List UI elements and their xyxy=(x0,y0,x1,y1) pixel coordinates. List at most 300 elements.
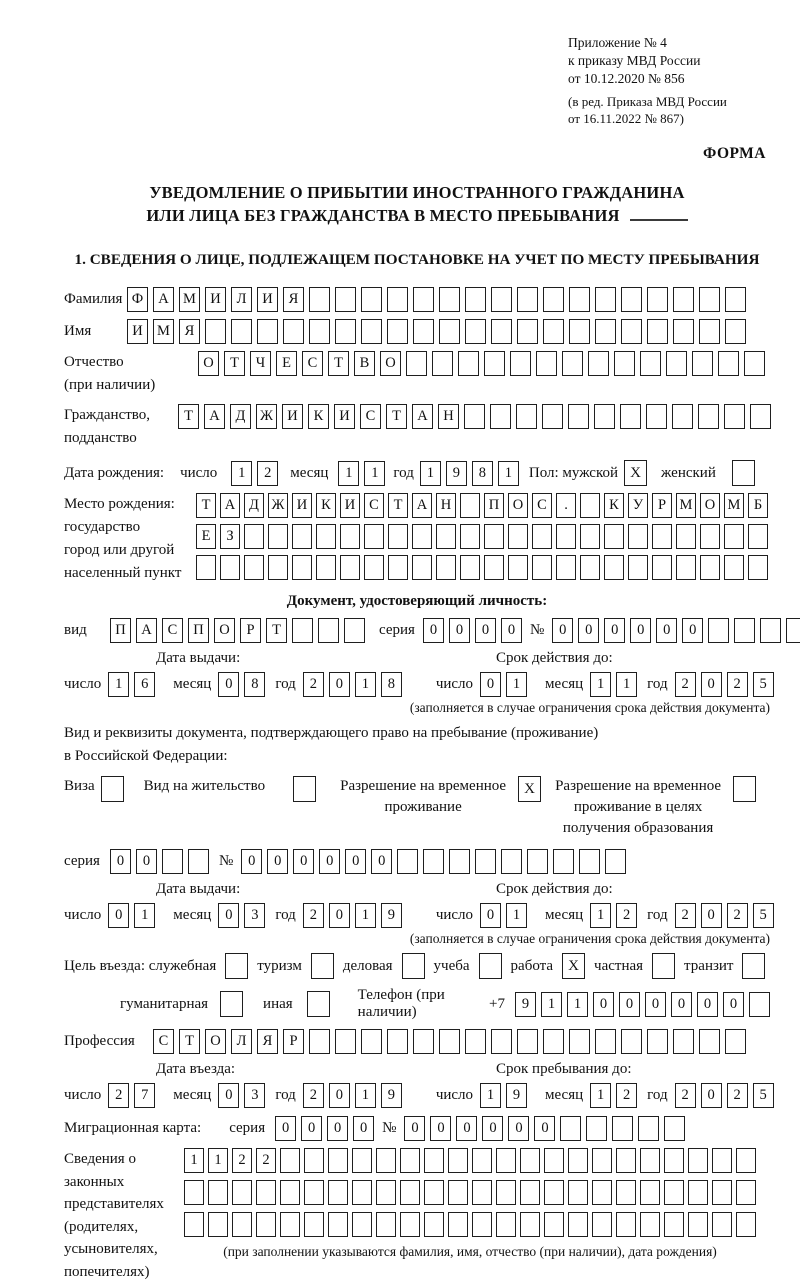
char-box[interactable]: С xyxy=(153,1029,174,1054)
char-box[interactable] xyxy=(424,1212,444,1237)
char-box[interactable]: И xyxy=(127,319,148,344)
char-box[interactable] xyxy=(376,1212,396,1237)
char-box[interactable]: 2 xyxy=(303,672,324,697)
char-box[interactable] xyxy=(736,1180,756,1205)
char-box[interactable]: У xyxy=(628,493,648,518)
char-box[interactable] xyxy=(672,404,693,429)
char-box[interactable]: О xyxy=(198,351,219,376)
char-box[interactable]: 5 xyxy=(753,1083,774,1108)
char-box[interactable]: 0 xyxy=(329,903,350,928)
char-box[interactable]: 0 xyxy=(723,992,744,1017)
char-box[interactable]: 0 xyxy=(241,849,262,874)
char-box[interactable] xyxy=(640,1148,660,1173)
char-box[interactable]: 0 xyxy=(456,1116,477,1141)
char-box[interactable] xyxy=(484,524,504,549)
char-box[interactable]: 0 xyxy=(682,618,703,643)
char-box[interactable] xyxy=(569,1029,590,1054)
char-box[interactable] xyxy=(517,319,538,344)
char-box[interactable]: 0 xyxy=(267,849,288,874)
char-box[interactable] xyxy=(652,524,672,549)
char-box[interactable]: М xyxy=(179,287,200,312)
char-box[interactable] xyxy=(244,524,264,549)
char-box[interactable]: 0 xyxy=(508,1116,529,1141)
female-checkbox[interactable] xyxy=(732,460,755,486)
char-box[interactable] xyxy=(304,1212,324,1237)
char-box[interactable]: О xyxy=(700,493,720,518)
char-box[interactable]: Д xyxy=(230,404,251,429)
char-box[interactable] xyxy=(439,287,460,312)
char-box[interactable]: 0 xyxy=(329,1083,350,1108)
char-box[interactable] xyxy=(508,555,528,580)
char-box[interactable] xyxy=(387,1029,408,1054)
char-box[interactable] xyxy=(749,992,770,1017)
char-box[interactable] xyxy=(562,351,583,376)
char-box[interactable] xyxy=(184,1212,204,1237)
char-box[interactable] xyxy=(712,1148,732,1173)
char-box[interactable]: 9 xyxy=(381,903,402,928)
char-box[interactable]: П xyxy=(110,618,131,643)
char-box[interactable]: . xyxy=(556,493,576,518)
char-box[interactable] xyxy=(344,618,365,643)
char-box[interactable] xyxy=(621,1029,642,1054)
char-box[interactable]: С xyxy=(364,493,384,518)
char-box[interactable] xyxy=(268,524,288,549)
char-box[interactable]: 0 xyxy=(593,992,614,1017)
char-box[interactable]: 0 xyxy=(552,618,573,643)
char-box[interactable] xyxy=(328,1212,348,1237)
char-box[interactable]: 0 xyxy=(701,1083,722,1108)
char-box[interactable] xyxy=(628,555,648,580)
char-box[interactable] xyxy=(616,1180,636,1205)
char-box[interactable] xyxy=(673,1029,694,1054)
char-box[interactable]: 1 xyxy=(498,461,519,486)
char-box[interactable] xyxy=(208,1212,228,1237)
char-box[interactable] xyxy=(188,849,209,874)
char-box[interactable] xyxy=(361,1029,382,1054)
char-box[interactable] xyxy=(520,1180,540,1205)
char-box[interactable]: Я xyxy=(283,287,304,312)
char-box[interactable] xyxy=(268,555,288,580)
char-box[interactable] xyxy=(257,319,278,344)
char-box[interactable] xyxy=(517,1029,538,1054)
char-box[interactable] xyxy=(595,287,616,312)
char-box[interactable]: М xyxy=(724,493,744,518)
char-box[interactable] xyxy=(748,524,768,549)
char-box[interactable]: Н xyxy=(436,493,456,518)
char-box[interactable] xyxy=(664,1212,684,1237)
char-box[interactable] xyxy=(580,493,600,518)
purpose-business-checkbox[interactable] xyxy=(402,953,425,979)
char-box[interactable] xyxy=(352,1180,372,1205)
char-box[interactable]: 0 xyxy=(697,992,718,1017)
char-box[interactable]: П xyxy=(188,618,209,643)
char-box[interactable] xyxy=(510,351,531,376)
char-box[interactable] xyxy=(616,1212,636,1237)
char-box[interactable]: 1 xyxy=(506,672,527,697)
char-box[interactable]: 8 xyxy=(244,672,265,697)
char-box[interactable]: А xyxy=(153,287,174,312)
char-box[interactable] xyxy=(292,618,313,643)
char-box[interactable] xyxy=(352,1148,372,1173)
char-box[interactable] xyxy=(490,404,511,429)
char-box[interactable] xyxy=(556,555,576,580)
char-box[interactable] xyxy=(580,524,600,549)
char-box[interactable] xyxy=(568,1180,588,1205)
char-box[interactable] xyxy=(309,287,330,312)
char-box[interactable]: 0 xyxy=(218,903,239,928)
temp-residence-checkbox[interactable]: X xyxy=(518,776,541,802)
char-box[interactable] xyxy=(736,1148,756,1173)
char-box[interactable] xyxy=(432,351,453,376)
char-box[interactable] xyxy=(280,1212,300,1237)
purpose-transit-checkbox[interactable] xyxy=(742,953,765,979)
char-box[interactable] xyxy=(594,404,615,429)
char-box[interactable] xyxy=(316,555,336,580)
temp-residence-education-checkbox[interactable] xyxy=(733,776,756,802)
char-box[interactable] xyxy=(673,287,694,312)
char-box[interactable]: 0 xyxy=(534,1116,555,1141)
char-box[interactable] xyxy=(400,1212,420,1237)
char-box[interactable]: И xyxy=(257,287,278,312)
char-box[interactable] xyxy=(664,1148,684,1173)
char-box[interactable]: 0 xyxy=(501,618,522,643)
char-box[interactable] xyxy=(465,1029,486,1054)
char-box[interactable] xyxy=(628,524,648,549)
char-box[interactable]: 5 xyxy=(753,672,774,697)
char-box[interactable] xyxy=(592,1148,612,1173)
char-box[interactable]: Е xyxy=(196,524,216,549)
char-box[interactable]: Б xyxy=(748,493,768,518)
purpose-official-checkbox[interactable] xyxy=(225,953,248,979)
char-box[interactable] xyxy=(424,1148,444,1173)
char-box[interactable] xyxy=(361,319,382,344)
char-box[interactable] xyxy=(688,1212,708,1237)
char-box[interactable] xyxy=(544,1180,564,1205)
char-box[interactable]: 0 xyxy=(482,1116,503,1141)
char-box[interactable]: С xyxy=(360,404,381,429)
char-box[interactable] xyxy=(553,849,574,874)
char-box[interactable] xyxy=(664,1116,685,1141)
char-box[interactable] xyxy=(335,287,356,312)
char-box[interactable] xyxy=(699,319,720,344)
char-box[interactable] xyxy=(400,1148,420,1173)
char-box[interactable]: А xyxy=(412,404,433,429)
char-box[interactable] xyxy=(280,1148,300,1173)
char-box[interactable] xyxy=(676,524,696,549)
char-box[interactable]: 1 xyxy=(231,461,252,486)
char-box[interactable]: 1 xyxy=(506,903,527,928)
char-box[interactable]: 0 xyxy=(327,1116,348,1141)
purpose-private-checkbox[interactable] xyxy=(652,953,675,979)
char-box[interactable] xyxy=(614,351,635,376)
char-box[interactable] xyxy=(208,1180,228,1205)
char-box[interactable] xyxy=(673,319,694,344)
char-box[interactable]: 1 xyxy=(184,1148,204,1173)
char-box[interactable]: 0 xyxy=(293,849,314,874)
char-box[interactable] xyxy=(708,618,729,643)
char-box[interactable] xyxy=(579,849,600,874)
char-box[interactable]: 9 xyxy=(515,992,536,1017)
char-box[interactable]: Ж xyxy=(256,404,277,429)
char-box[interactable] xyxy=(309,319,330,344)
char-box[interactable] xyxy=(616,1148,636,1173)
char-box[interactable] xyxy=(586,1116,607,1141)
char-box[interactable] xyxy=(612,1116,633,1141)
char-box[interactable] xyxy=(536,351,557,376)
char-box[interactable]: 3 xyxy=(244,903,265,928)
char-box[interactable] xyxy=(760,618,781,643)
char-box[interactable]: А xyxy=(136,618,157,643)
char-box[interactable] xyxy=(464,404,485,429)
char-box[interactable] xyxy=(638,1116,659,1141)
char-box[interactable]: Р xyxy=(240,618,261,643)
char-box[interactable] xyxy=(700,555,720,580)
char-box[interactable]: 1 xyxy=(420,461,441,486)
char-box[interactable]: Т xyxy=(178,404,199,429)
char-box[interactable]: Ф xyxy=(127,287,148,312)
purpose-humanitarian-checkbox[interactable] xyxy=(220,991,243,1017)
char-box[interactable]: Е xyxy=(276,351,297,376)
char-box[interactable]: П xyxy=(484,493,504,518)
char-box[interactable] xyxy=(640,1212,660,1237)
char-box[interactable]: О xyxy=(508,493,528,518)
char-box[interactable]: 1 xyxy=(590,1083,611,1108)
char-box[interactable] xyxy=(472,1212,492,1237)
char-box[interactable] xyxy=(725,287,746,312)
char-box[interactable] xyxy=(436,524,456,549)
char-box[interactable]: 0 xyxy=(319,849,340,874)
char-box[interactable] xyxy=(424,1180,444,1205)
char-box[interactable] xyxy=(318,618,339,643)
char-box[interactable]: К xyxy=(604,493,624,518)
char-box[interactable]: 2 xyxy=(727,672,748,697)
char-box[interactable]: 2 xyxy=(257,461,278,486)
char-box[interactable] xyxy=(340,524,360,549)
visa-checkbox[interactable] xyxy=(101,776,124,802)
char-box[interactable] xyxy=(335,1029,356,1054)
char-box[interactable] xyxy=(232,1212,252,1237)
char-box[interactable] xyxy=(256,1180,276,1205)
char-box[interactable]: 8 xyxy=(381,672,402,697)
char-box[interactable]: 0 xyxy=(475,618,496,643)
char-box[interactable]: 1 xyxy=(134,903,155,928)
char-box[interactable]: 0 xyxy=(619,992,640,1017)
purpose-tourism-checkbox[interactable] xyxy=(311,953,334,979)
char-box[interactable]: 6 xyxy=(134,672,155,697)
char-box[interactable]: 0 xyxy=(345,849,366,874)
char-box[interactable]: 0 xyxy=(136,849,157,874)
char-box[interactable] xyxy=(304,1180,324,1205)
char-box[interactable] xyxy=(328,1180,348,1205)
char-box[interactable] xyxy=(688,1180,708,1205)
char-box[interactable] xyxy=(220,555,240,580)
char-box[interactable]: Р xyxy=(283,1029,304,1054)
char-box[interactable] xyxy=(724,524,744,549)
char-box[interactable]: И xyxy=(292,493,312,518)
char-box[interactable]: Т xyxy=(224,351,245,376)
char-box[interactable]: 0 xyxy=(656,618,677,643)
char-box[interactable] xyxy=(484,351,505,376)
char-box[interactable] xyxy=(465,287,486,312)
char-box[interactable] xyxy=(283,319,304,344)
char-box[interactable] xyxy=(387,287,408,312)
char-box[interactable]: 5 xyxy=(753,903,774,928)
char-box[interactable]: 2 xyxy=(256,1148,276,1173)
char-box[interactable]: 9 xyxy=(381,1083,402,1108)
char-box[interactable]: 2 xyxy=(675,1083,696,1108)
char-box[interactable] xyxy=(699,287,720,312)
char-box[interactable]: 0 xyxy=(480,672,501,697)
char-box[interactable] xyxy=(568,1212,588,1237)
char-box[interactable]: С xyxy=(302,351,323,376)
char-box[interactable] xyxy=(592,1180,612,1205)
char-box[interactable] xyxy=(712,1180,732,1205)
char-box[interactable] xyxy=(184,1180,204,1205)
char-box[interactable] xyxy=(652,555,672,580)
char-box[interactable]: 2 xyxy=(675,903,696,928)
char-box[interactable] xyxy=(244,555,264,580)
char-box[interactable]: Н xyxy=(438,404,459,429)
char-box[interactable] xyxy=(688,1148,708,1173)
char-box[interactable]: 2 xyxy=(616,903,637,928)
char-box[interactable]: 1 xyxy=(590,672,611,697)
char-box[interactable] xyxy=(460,493,480,518)
char-box[interactable] xyxy=(484,555,504,580)
char-box[interactable] xyxy=(532,555,552,580)
char-box[interactable]: 0 xyxy=(404,1116,425,1141)
char-box[interactable]: 0 xyxy=(275,1116,296,1141)
char-box[interactable] xyxy=(352,1212,372,1237)
char-box[interactable] xyxy=(724,555,744,580)
char-box[interactable] xyxy=(621,287,642,312)
char-box[interactable] xyxy=(460,555,480,580)
char-box[interactable] xyxy=(543,319,564,344)
char-box[interactable]: Л xyxy=(231,1029,252,1054)
char-box[interactable] xyxy=(496,1148,516,1173)
char-box[interactable] xyxy=(734,618,755,643)
char-box[interactable]: 0 xyxy=(480,903,501,928)
char-box[interactable]: 2 xyxy=(303,903,324,928)
char-box[interactable] xyxy=(560,1116,581,1141)
char-box[interactable]: 2 xyxy=(727,903,748,928)
char-box[interactable] xyxy=(412,555,432,580)
char-box[interactable] xyxy=(640,351,661,376)
char-box[interactable] xyxy=(666,351,687,376)
char-box[interactable] xyxy=(520,1212,540,1237)
char-box[interactable]: Т xyxy=(196,493,216,518)
char-box[interactable]: Ч xyxy=(250,351,271,376)
char-box[interactable] xyxy=(532,524,552,549)
char-box[interactable] xyxy=(621,319,642,344)
char-box[interactable]: Я xyxy=(257,1029,278,1054)
char-box[interactable] xyxy=(508,524,528,549)
char-box[interactable] xyxy=(748,555,768,580)
char-box[interactable]: 2 xyxy=(108,1083,129,1108)
char-box[interactable]: 0 xyxy=(671,992,692,1017)
char-box[interactable] xyxy=(475,849,496,874)
residence-permit-checkbox[interactable] xyxy=(293,776,316,802)
char-box[interactable] xyxy=(364,524,384,549)
char-box[interactable] xyxy=(436,555,456,580)
char-box[interactable] xyxy=(605,849,626,874)
char-box[interactable] xyxy=(231,319,252,344)
char-box[interactable]: Л xyxy=(231,287,252,312)
char-box[interactable] xyxy=(387,319,408,344)
char-box[interactable]: 2 xyxy=(303,1083,324,1108)
char-box[interactable] xyxy=(196,555,216,580)
char-box[interactable] xyxy=(376,1148,396,1173)
char-box[interactable] xyxy=(712,1212,732,1237)
char-box[interactable]: 2 xyxy=(232,1148,252,1173)
char-box[interactable] xyxy=(543,287,564,312)
char-box[interactable]: 0 xyxy=(371,849,392,874)
char-box[interactable] xyxy=(725,319,746,344)
char-box[interactable]: 7 xyxy=(134,1083,155,1108)
char-box[interactable]: В xyxy=(354,351,375,376)
char-box[interactable]: 0 xyxy=(329,672,350,697)
char-box[interactable] xyxy=(491,1029,512,1054)
char-box[interactable]: 1 xyxy=(567,992,588,1017)
char-box[interactable] xyxy=(465,319,486,344)
char-box[interactable] xyxy=(491,319,512,344)
char-box[interactable]: Т xyxy=(328,351,349,376)
char-box[interactable] xyxy=(744,351,765,376)
char-box[interactable]: 0 xyxy=(301,1116,322,1141)
char-box[interactable]: Т xyxy=(266,618,287,643)
char-box[interactable]: 0 xyxy=(701,903,722,928)
char-box[interactable] xyxy=(543,1029,564,1054)
char-box[interactable]: К xyxy=(316,493,336,518)
char-box[interactable]: 9 xyxy=(506,1083,527,1108)
char-box[interactable]: И xyxy=(282,404,303,429)
char-box[interactable] xyxy=(280,1180,300,1205)
char-box[interactable] xyxy=(588,351,609,376)
char-box[interactable] xyxy=(569,287,590,312)
char-box[interactable] xyxy=(496,1212,516,1237)
char-box[interactable] xyxy=(620,404,641,429)
char-box[interactable] xyxy=(676,555,696,580)
char-box[interactable] xyxy=(516,404,537,429)
char-box[interactable] xyxy=(205,319,226,344)
char-box[interactable] xyxy=(750,404,771,429)
char-box[interactable]: 9 xyxy=(446,461,467,486)
char-box[interactable]: О xyxy=(205,1029,226,1054)
char-box[interactable]: 0 xyxy=(353,1116,374,1141)
char-box[interactable] xyxy=(664,1180,684,1205)
char-box[interactable] xyxy=(569,319,590,344)
char-box[interactable] xyxy=(439,1029,460,1054)
char-box[interactable] xyxy=(517,287,538,312)
char-box[interactable]: 0 xyxy=(218,672,239,697)
char-box[interactable]: 0 xyxy=(449,618,470,643)
char-box[interactable] xyxy=(592,1212,612,1237)
char-box[interactable] xyxy=(413,287,434,312)
char-box[interactable]: 1 xyxy=(364,461,385,486)
char-box[interactable]: 0 xyxy=(604,618,625,643)
char-box[interactable] xyxy=(580,555,600,580)
char-box[interactable] xyxy=(491,287,512,312)
char-box[interactable]: К xyxy=(308,404,329,429)
char-box[interactable] xyxy=(595,1029,616,1054)
char-box[interactable]: М xyxy=(676,493,696,518)
char-box[interactable]: 0 xyxy=(430,1116,451,1141)
char-box[interactable]: И xyxy=(334,404,355,429)
char-box[interactable]: 0 xyxy=(108,903,129,928)
char-box[interactable] xyxy=(340,555,360,580)
char-box[interactable]: 0 xyxy=(423,618,444,643)
char-box[interactable] xyxy=(699,1029,720,1054)
char-box[interactable] xyxy=(700,524,720,549)
